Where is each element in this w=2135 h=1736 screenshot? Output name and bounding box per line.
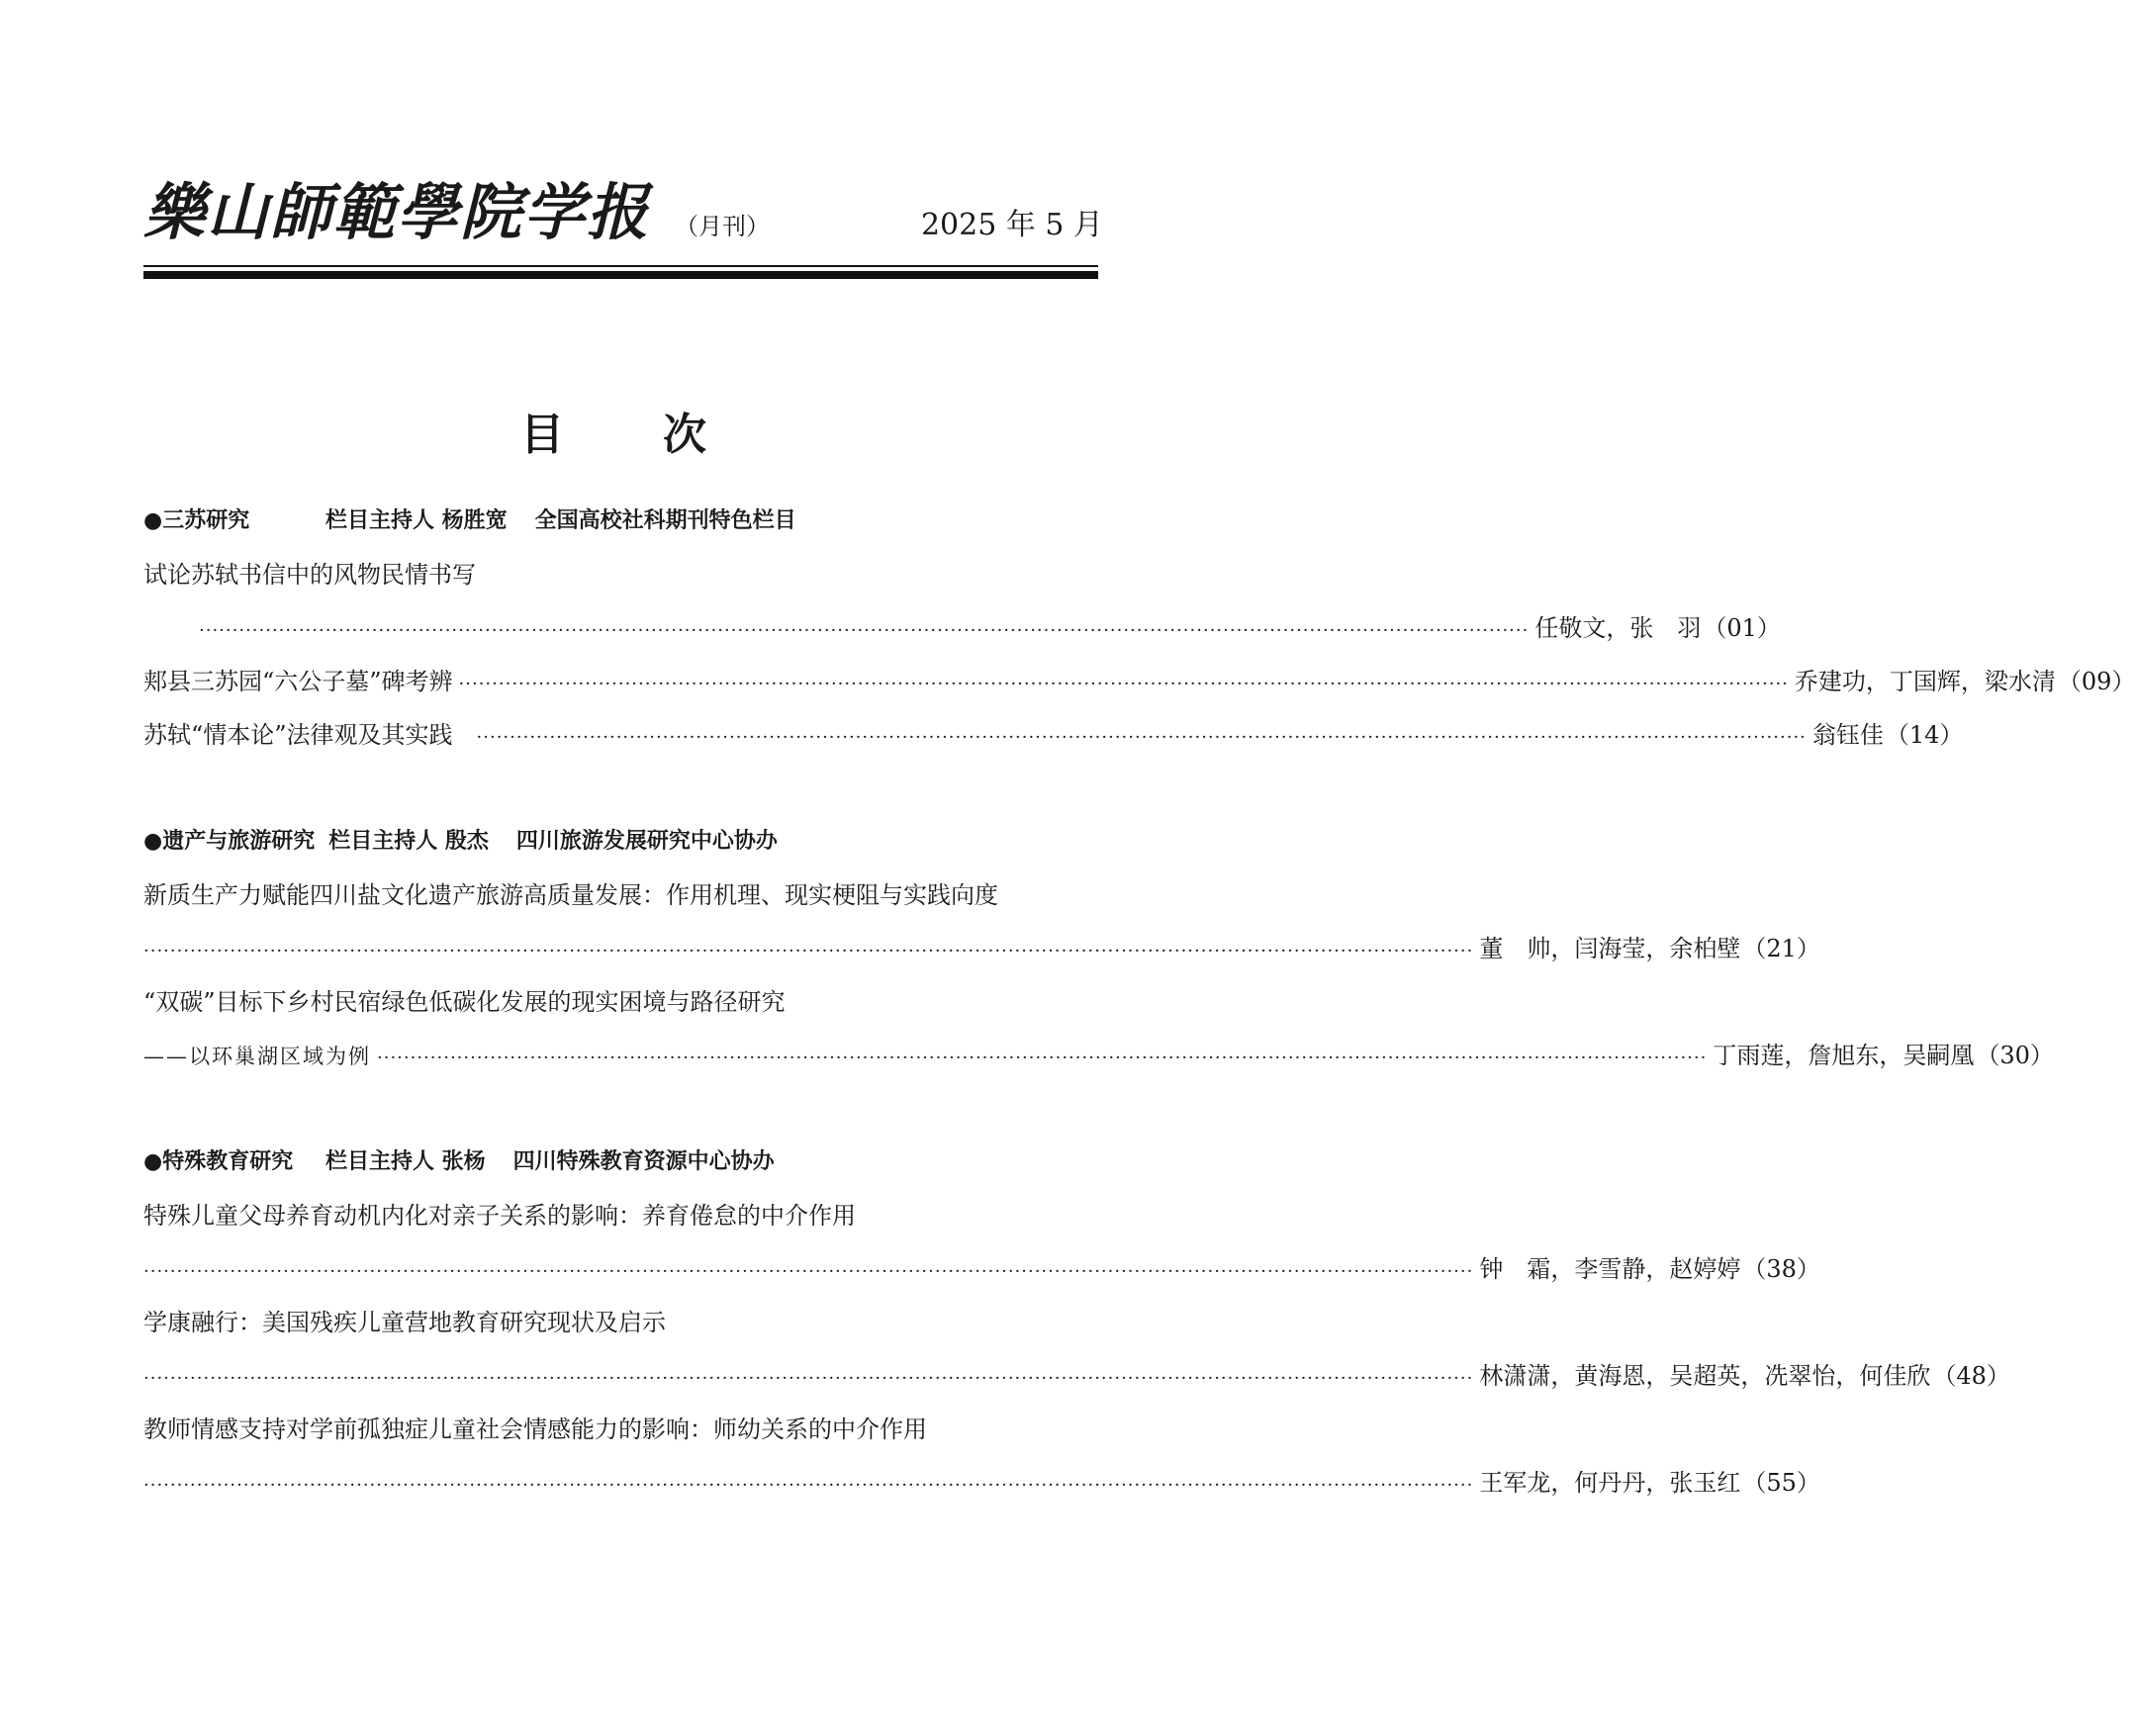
article-page: （38） xyxy=(1742,1255,1820,1283)
article-entry[interactable] xyxy=(143,1456,1820,1509)
section-header xyxy=(143,815,1083,868)
article-title: 郏县三苏园“六公子墓”碑考辨 xyxy=(143,668,453,695)
section-name: ●三苏研究 xyxy=(143,508,250,533)
article-entry[interactable] xyxy=(143,922,1820,975)
leader-dots: ········································································································································································································ xyxy=(458,674,1789,694)
section-header xyxy=(143,1136,1083,1189)
article-page: （21） xyxy=(1742,935,1820,962)
article-authors: 乔建功，丁国辉，梁水清 xyxy=(1794,668,2056,695)
article-title[interactable]: 学康融行：美国残疾儿童营地教育研究现状及启示 xyxy=(143,1309,666,1336)
leader-dots: ········································································································································································································ xyxy=(143,941,1474,961)
header-rule-thick xyxy=(143,271,1098,279)
journal-title: 樂山師範學院学报 xyxy=(143,176,651,248)
article-page: （01） xyxy=(1703,614,1781,642)
toc-section-special-education xyxy=(143,1136,2010,1509)
section-name: ●特殊教育研究 xyxy=(143,1149,294,1174)
leader-dots: ········································································································································································································ xyxy=(143,1475,1474,1496)
article-authors: 王军龙，何丹丹，张玉红 xyxy=(1479,1469,1741,1497)
article-entry[interactable] xyxy=(143,708,1964,762)
article-entry[interactable] xyxy=(143,1242,1820,1296)
article-entry[interactable] xyxy=(143,601,1781,655)
section-organizer: 四川特殊教育资源中心协办 xyxy=(512,1149,775,1174)
article-title[interactable]: 新质生产力赋能四川盐文化遗产旅游高质量发展：作用机理、现实梗阻与实践向度 xyxy=(143,881,998,909)
article-page: （14） xyxy=(1885,721,1964,749)
toc-section-sansu xyxy=(143,495,2135,762)
article-page: （09） xyxy=(2057,668,2135,695)
article-authors: 董 帅，闫海莹，余柏壁 xyxy=(1479,935,1741,962)
article-title[interactable]: 试论苏轼书信中的风物民情书写 xyxy=(143,561,476,589)
article-authors: 林潇潇，黄海恩，吴超英，冼翠怡，何佳欣 xyxy=(1479,1362,1931,1390)
section-header xyxy=(143,495,1083,548)
article-entry[interactable] xyxy=(143,1029,2054,1082)
article-authors: 钟 霜，李雪静，赵婷婷 xyxy=(1479,1255,1741,1283)
toc-section-heritage-tourism xyxy=(143,815,2054,1082)
leader-dots: ········································································································································································································ xyxy=(476,727,1807,748)
section-host: 栏目主持人 殷杰 xyxy=(328,829,489,854)
article-authors: 丁雨莲，詹旭东，吴嗣凰 xyxy=(1713,1042,1975,1069)
masthead xyxy=(143,176,1103,255)
toc-title: 目次 xyxy=(520,410,805,460)
section-organizer: 四川旅游发展研究中心协办 xyxy=(515,829,778,854)
article-authors: 翁钰佳 xyxy=(1811,721,1884,749)
article-page: （48） xyxy=(1932,1362,2010,1390)
section-name: ●遗产与旅游研究 xyxy=(143,829,316,854)
article-title[interactable]: 特殊儿童父母养育动机内化对亲子关系的影响：养育倦怠的中介作用 xyxy=(143,1202,856,1230)
article-page: （30） xyxy=(1976,1042,2054,1069)
journal-frequency: （月刊） xyxy=(675,213,770,240)
article-subtitle: ——以环巢湖区域为例 xyxy=(143,1045,371,1068)
section-organizer: 全国高校社科期刊特色栏目 xyxy=(534,508,796,533)
article-page: （55） xyxy=(1742,1469,1820,1497)
article-authors: 任敬文，张 羽 xyxy=(1534,614,1702,642)
article-entry[interactable] xyxy=(143,655,2135,708)
section-host: 栏目主持人 张杨 xyxy=(325,1149,486,1174)
article-title[interactable]: 教师情感支持对学前孤独症儿童社会情感能力的影响：师幼关系的中介作用 xyxy=(143,1416,927,1443)
issue-date: 2025 年 5 月 xyxy=(920,208,1103,242)
leader-dots: ········································································································································································································ xyxy=(143,1368,1474,1389)
leader-dots: ········································································································································································································ xyxy=(377,1048,1708,1068)
article-entry[interactable] xyxy=(143,1349,2010,1403)
leader-dots: ········································································································································································································ xyxy=(143,1261,1474,1282)
header-rule-thin xyxy=(143,265,1098,267)
article-title[interactable]: “双碳”目标下乡村民宿绿色低碳化发展的现实困境与路径研究 xyxy=(143,988,786,1016)
leader-dots: ········································································································································································································ xyxy=(199,620,1530,641)
section-host: 栏目主持人 杨胜宽 xyxy=(325,508,508,533)
article-title: 苏轼“情本论”法律观及其实践 xyxy=(143,721,453,749)
